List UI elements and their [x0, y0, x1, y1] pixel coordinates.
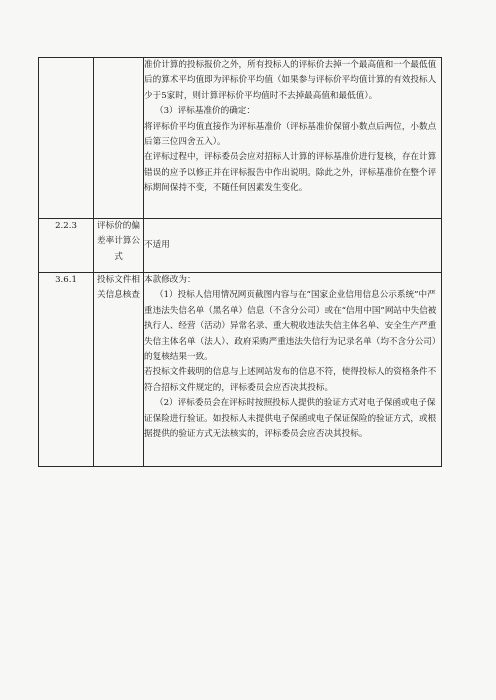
paragraph: 将评标价平均值直接作为评标基准价（评标基准价保留小数点后两位，小数点后第三位四舍五入）。 [144, 121, 437, 148]
clause-table [38, 57, 442, 467]
paragraph: （1）投标人信用情况网页截图内容与在“国家企业信用信息公示系统”中严重违法失信名单（黑名单）信息（不含分公司）或在“信用中国”网站中失信被执行人、经营（活动）异常名录、重大税收违法失信主体名单、安全生产严重失信主体名单（法人）、政府采购严重违法失信行为记录名单（均不含分公司）的复核结果一致。 [144, 290, 441, 363]
paragraph: （3）评标基准价的确定： [155, 106, 255, 117]
paragraph: 准价计算的投标报价之外，所有投标人的评标价去掉一个最高值和一个最低值后的算术平均值即为评标价平均值（如果参与评标价平均值计算的有效投标人少于5家时，则计算评标价平均值时不去掉最高值和最低值）。 [144, 60, 437, 101]
paragraph: 本款修改为： [144, 275, 196, 285]
clause-number: 2.2.3 [39, 219, 94, 273]
paragraph: 不适用 [144, 239, 170, 250]
clause-number: 3.6.1 [39, 273, 94, 467]
paragraph: 若投标文件载明的信息与上述网站发布的信息不符，使得投标人的资格条件不符合招标文件规定的，评标委员会应否决其投标。 [144, 367, 437, 393]
clause-content [144, 58, 442, 219]
table-row [39, 219, 442, 273]
clause-heading [94, 58, 144, 219]
clause-heading: 投标文件相关信息核查 [94, 273, 144, 467]
clause-content [144, 219, 442, 273]
clause-heading: 评标价的偏差率计算公式 [94, 219, 144, 273]
clause-number [39, 58, 94, 219]
clause-content [144, 273, 442, 467]
table-row [39, 273, 442, 467]
paragraph: （2）评标委员会在评标时按照投标人提供的验证方式对电子保函或电子保证保险进行验证。如投标人未提供电子保函或电子保证保险的验证方式，或根据提供的验证方式无法核实的，评标委员会应否决其投标。 [144, 398, 437, 440]
paragraph: 在评标过程中，评标委员会应对招标人计算的评标基准价进行复核，存在计算错误的应予以修正并在评标报告中作出说明。除此之外，评标基准价在整个评标期间保持不变，不随任何因素发生变化。 [144, 152, 437, 194]
table-row [39, 58, 442, 219]
